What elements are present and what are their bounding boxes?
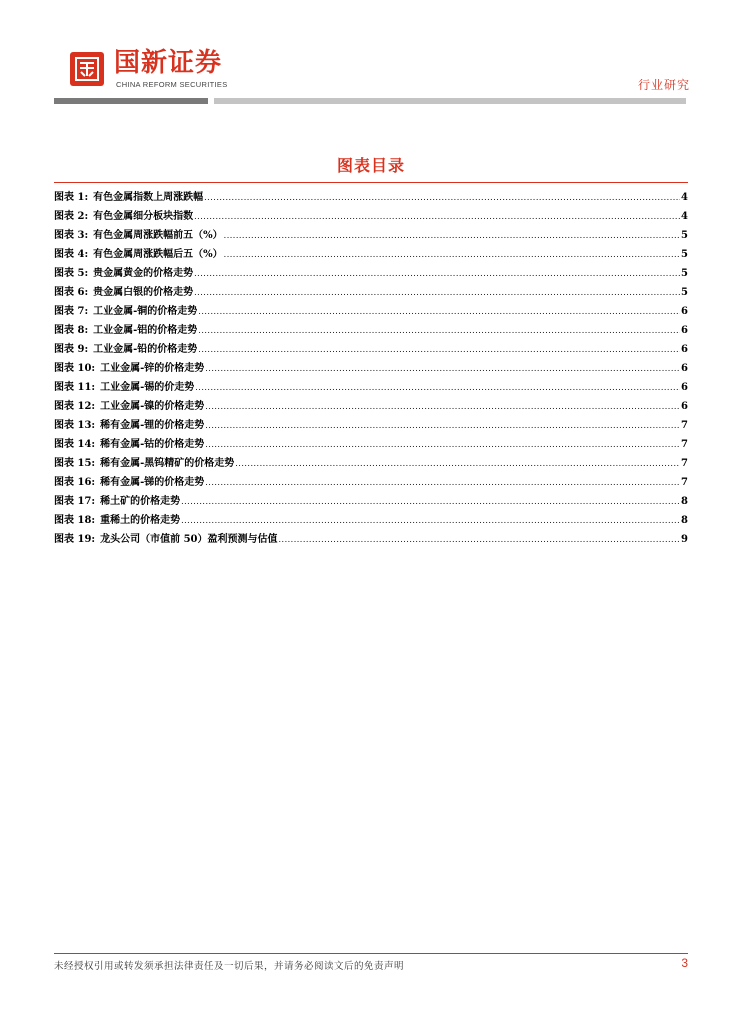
toc-leader-dots bbox=[198, 302, 680, 321]
toc-entry-label: 图表 5: bbox=[54, 268, 89, 279]
toc-entry[interactable] bbox=[54, 226, 688, 245]
toc-entry-title: 工业金属-镍的价格走势 bbox=[100, 401, 205, 412]
logo-emblem-icon bbox=[74, 56, 100, 82]
toc-leader-dots bbox=[205, 359, 680, 378]
toc-entry-page: 5 bbox=[681, 249, 688, 260]
toc-entry-page: 6 bbox=[681, 344, 688, 355]
toc-entry-title: 有色金属指数上周涨跌幅 bbox=[93, 192, 204, 203]
toc-entry-page: 5 bbox=[681, 230, 688, 241]
toc-entry[interactable] bbox=[54, 397, 688, 416]
toc-entry-label: 图表 16: bbox=[54, 477, 96, 488]
toc-entry-title: 贵金属白银的价格走势 bbox=[93, 287, 194, 298]
toc-entry-label: 图表 14: bbox=[54, 439, 96, 450]
toc-entry[interactable] bbox=[54, 245, 688, 264]
header-bar-light bbox=[214, 98, 686, 104]
toc-entry-page: 6 bbox=[681, 306, 688, 317]
toc-entry-label: 图表 8: bbox=[54, 325, 89, 336]
toc-leader-dots bbox=[204, 188, 680, 207]
toc-entry[interactable] bbox=[54, 473, 688, 492]
footer-disclaimer: 未经授权引用或转发须承担法律责任及一切后果，并请务必阅读文后的免责声明 bbox=[54, 961, 405, 972]
toc-entry-label: 图表 15: bbox=[54, 458, 96, 469]
toc-entry-label: 图表 6: bbox=[54, 287, 89, 298]
toc-entry-title: 工业金属-铅的价格走势 bbox=[93, 344, 198, 355]
toc-entry-page: 8 bbox=[681, 496, 688, 507]
toc-entry[interactable] bbox=[54, 511, 688, 530]
toc-entry-label: 图表 10: bbox=[54, 363, 96, 374]
toc-leader-dots bbox=[198, 340, 680, 359]
toc-entry-title: 稀土矿的价格走势 bbox=[100, 496, 181, 507]
toc-entry-title: 工业金属-铝的价格走势 bbox=[93, 325, 198, 336]
toc-entry-page: 7 bbox=[681, 458, 688, 469]
toc-entry-label: 图表 4: bbox=[54, 249, 89, 260]
toc-entry-label: 图表 13: bbox=[54, 420, 96, 431]
toc-leader-dots bbox=[181, 511, 680, 530]
toc-leader-dots bbox=[224, 245, 680, 264]
toc-entry-page: 7 bbox=[681, 420, 688, 431]
toc-entry-title: 龙头公司（市值前 50）盈利预测与估值 bbox=[100, 534, 278, 545]
header-bar-dark bbox=[54, 98, 208, 104]
toc-entry[interactable] bbox=[54, 283, 688, 302]
toc-entry-title: 稀有金属-黑钨精矿的价格走势 bbox=[100, 458, 235, 469]
toc-entry[interactable] bbox=[54, 207, 688, 226]
toc-entry-page: 4 bbox=[681, 192, 688, 203]
page-number: 3 bbox=[681, 956, 688, 970]
toc-leader-dots bbox=[224, 226, 680, 245]
toc-entry-label: 图表 18: bbox=[54, 515, 96, 526]
toc-entry[interactable] bbox=[54, 340, 688, 359]
toc-entry-page: 6 bbox=[681, 363, 688, 374]
company-logo-icon bbox=[70, 52, 104, 86]
toc-entry-page: 6 bbox=[681, 401, 688, 412]
toc-leader-dots bbox=[181, 492, 680, 511]
toc-entry-label: 图表 9: bbox=[54, 344, 89, 355]
toc-leader-dots bbox=[235, 454, 680, 473]
toc-entry-title: 工业金属-锌的价格走势 bbox=[100, 363, 205, 374]
toc-leader-dots bbox=[194, 264, 680, 283]
toc-entry-label: 图表 7: bbox=[54, 306, 89, 317]
toc-entry[interactable] bbox=[54, 188, 688, 207]
toc-entry-title: 重稀土的价格走势 bbox=[100, 515, 181, 526]
toc-entry-title: 贵金属黄金的价格走势 bbox=[93, 268, 194, 279]
toc-entry-page: 5 bbox=[681, 287, 688, 298]
toc-entry-page: 8 bbox=[681, 515, 688, 526]
toc-entry[interactable] bbox=[54, 378, 688, 397]
toc-entry[interactable] bbox=[54, 492, 688, 511]
toc-entry[interactable] bbox=[54, 454, 688, 473]
toc-entry[interactable] bbox=[54, 321, 688, 340]
toc-entry[interactable] bbox=[54, 359, 688, 378]
toc-entry-title: 工业金属-锡的价走势 bbox=[100, 382, 195, 393]
toc-entry-page: 4 bbox=[681, 211, 688, 222]
company-name-cn: 国新证券 bbox=[114, 48, 223, 78]
toc-divider bbox=[54, 182, 688, 183]
toc-entry-title: 工业金属-铜的价格走势 bbox=[93, 306, 198, 317]
toc-entry[interactable] bbox=[54, 416, 688, 435]
toc-entry-title: 有色金属细分板块指数 bbox=[93, 211, 194, 222]
toc-leader-dots bbox=[195, 378, 680, 397]
toc-entry-title: 有色金属周涨跌幅后五（%） bbox=[93, 249, 223, 260]
toc-entry-page: 5 bbox=[681, 268, 688, 279]
section-label: 行业研究 bbox=[637, 78, 690, 92]
toc-entry-page: 7 bbox=[681, 477, 688, 488]
toc-entry-label: 图表 11: bbox=[54, 382, 96, 393]
toc-leader-dots bbox=[205, 435, 680, 454]
toc-entry-label: 图表 17: bbox=[54, 496, 96, 507]
toc-entry-label: 图表 3: bbox=[54, 230, 89, 241]
toc-entry-title: 稀有金属-锑的价格走势 bbox=[100, 477, 205, 488]
toc-entry-label: 图表 1: bbox=[54, 192, 89, 203]
toc-leader-dots bbox=[198, 321, 680, 340]
toc-list bbox=[54, 188, 688, 549]
toc-leader-dots bbox=[205, 473, 680, 492]
toc-entry-page: 9 bbox=[681, 534, 688, 545]
toc-entry-page: 7 bbox=[681, 439, 688, 450]
toc-entry[interactable] bbox=[54, 435, 688, 454]
toc-entry-page: 6 bbox=[681, 382, 688, 393]
footer-divider bbox=[54, 953, 688, 954]
toc-entry[interactable] bbox=[54, 302, 688, 321]
toc-entry[interactable] bbox=[54, 530, 688, 549]
toc-leader-dots bbox=[205, 397, 680, 416]
toc-entry-label: 图表 12: bbox=[54, 401, 96, 412]
toc-entry-page: 6 bbox=[681, 325, 688, 336]
toc-entry-label: 图表 2: bbox=[54, 211, 89, 222]
toc-leader-dots bbox=[194, 207, 680, 226]
toc-entry-title: 稀有金属-锂的价格走势 bbox=[100, 420, 205, 431]
toc-leader-dots bbox=[279, 530, 681, 549]
toc-leader-dots bbox=[194, 283, 680, 302]
toc-leader-dots bbox=[205, 416, 680, 435]
toc-entry-label: 图表 19: bbox=[54, 534, 96, 545]
toc-entry[interactable] bbox=[54, 264, 688, 283]
toc-entry-title: 稀有金属-钴的价格走势 bbox=[100, 439, 205, 450]
toc-title: 图表目录 bbox=[336, 156, 405, 175]
company-name-en: CHINA REFORM SECURITIES bbox=[116, 80, 228, 89]
toc-entry-title: 有色金属周涨跌幅前五（%） bbox=[93, 230, 223, 241]
